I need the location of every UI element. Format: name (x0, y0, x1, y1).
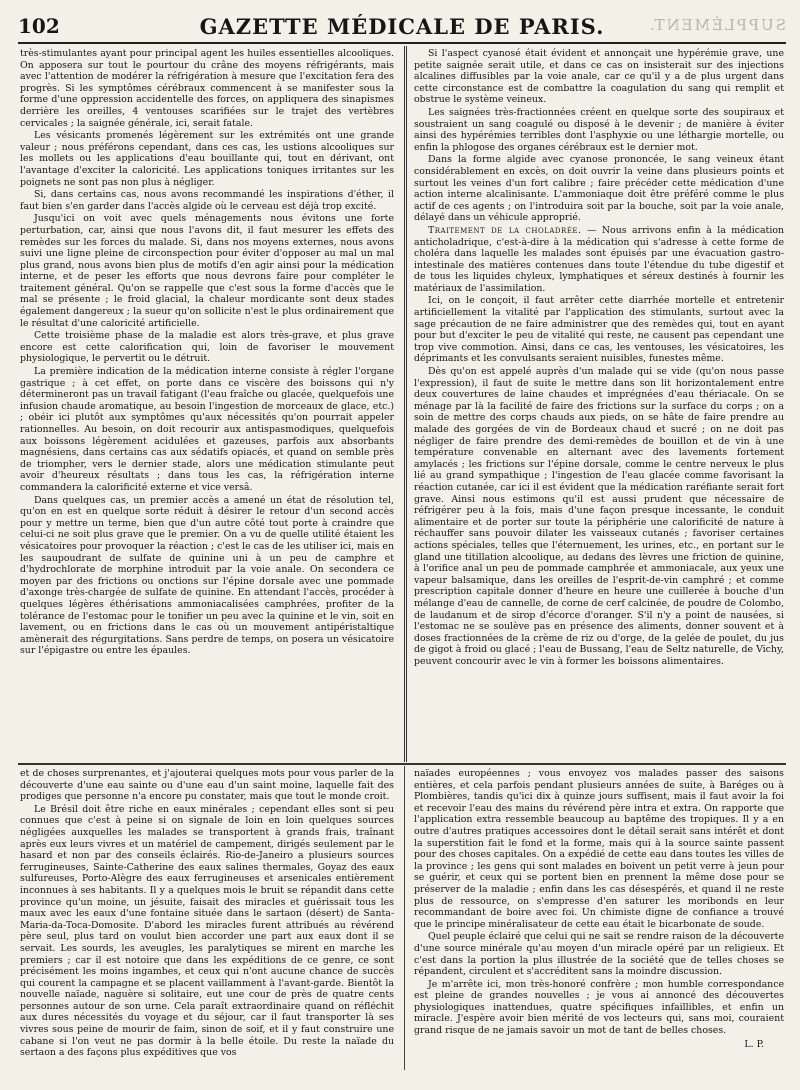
paragraph: très-stimulantes ayant pour principal agent les huiles essentielles alcooliques. On apposera sur tout le pourtour du crâne des moyens réfrigérants, mais avec l'attention de modérer la réfrigération à mesure que l'excitation fera des progrès. Si les symptômes cérébraux commencent à se manifester sous la forme d'une oppression accidentelle des forces, on appliquera des sinapismes derrière les oreilles, 4 ventouses scarifiées sur le trajet des vertèbres cervicales ; la saignée générale, ici, serait fatale. (20, 48, 394, 129)
paragraph-with-heading: Traitement de la choladrée. — Nous arrivons enfin à la médication anticholadrique, c'est-à-dire à la médication qui s'adresse à cette forme de choléra dans laquelle les malades sont épuisés par une évacuation gastro-intestinale des matières contenues dans toute l'étendue du tube digestif et de tous les liquides chyleux, lymphatiques et séreux destinés à fournir les matériaux de l'assimilation. (414, 224, 784, 294)
page-title: GAZETTE MÉDICALE DE PARIS. (199, 14, 605, 39)
paragraph: Dans la forme algide avec cyanose prononcée, le sang veineux étant considérablement en excès, on doit ouvrir la veine dans plusieurs points et surtout les veines d'un fort calibre ; faire précéder cette médication d'une action interne alcalinisante. L'ammoniaque doit être préféré comme le plus actif de ces agents ; on l'introduira soit par la bouche, soit par la voie anale, délayé dans un véhicule approprié. (414, 154, 784, 224)
paragraph: Si, dans certains cas, nous avons recommandé les inspirations d'éther, il faut bien s'en garder dans l'accès algide où le cerveau est déjà trop excité. (20, 189, 394, 212)
column-divider-bottom (404, 766, 405, 1070)
paragraph: Je m'arrête ici, mon très-honoré confrère ; mon humble correspondance est pleine de grandes nouvelles ; je vous ai annoncé des découvertes physiologiques inattendues, quatre spécifiques infaillibles, et enfin un miracle. J'espère avoir bien mérité de vos lecteurs qui, sans moi, couraient grand risque de ne jamais savoir un mot de tant de belles choses. (414, 978, 784, 1037)
paragraph: Les saignées très-fractionnées créent en quelque sorte des soupiraux et soustraient un sang coagulé ou disposé à le devenir ; de manière à éviter ainsi des hypérémies terribles dont l'asphyxie ou une léthargie mortelle, ou enfin la phlogose des organes cérébraux est le dernier mot. (414, 106, 784, 153)
paragraph: Si l'aspect cyanosé était évident et annonçait une hypérémie grave, une petite saignée serait utile, et dans ce cas on insisterait sur des injections alcalines diffusibles par la voie anale, car ce qu'il y a de plus urgent dans cette circonstance est de combattre la coagulation du sang qui remplit et obstrue le système veineux. (414, 48, 784, 106)
page-number: 102 (18, 14, 60, 38)
column-3 (20, 768, 394, 1068)
page-header (18, 12, 786, 44)
paragraph: Cette troisième phase de la maladie est alors très-grave, et plus grave encore est cette calorification qui, loin de favoriser le mouvement physiologique, le pervertit ou le détruit. (20, 330, 394, 365)
paragraph: et de choses surprenantes, et j'ajouterai quelques mots pour vous parler de la découverte d'une eau sainte ou d'une eau d'un saint moine, laquelle fait des prodiges que personne n'a encore pu constater, mais que tout le monde croit. (20, 768, 394, 803)
paragraph: La première indication de la médication interne consiste à régler l'organe gastrique ; à cet effet, on porte dans ce viscère des boissons qui n'y détermineront pas un travail fatigant (l'eau fraîche ou glacée, quelquefois une infusion chaude aromatique, au besoin l'ingestion de morceaux de glace, etc.) ; obéir ici plutôt aux symptômes qu'aux nécessités qu'on pourrait appeler rationnelles. Au besoin, on doit recourir aux antispasmodiques, quelquefois aux boissons légèrement acidulées et gazeuses, parfois aux absorbants magnésiens, dans certains cas aux sédatifs opiacés, et quand on semble près de triompher, vers le dernier stade, alors une médication stimulante peut avoir d'heureux résultats ; dans tous les cas, la réfrigération interne commandera la calorificité externe et vice versâ. (20, 366, 394, 493)
column-4 (414, 768, 784, 1068)
paragraph: Le Brésil doit être riche en eaux minérales ; cependant elles sont si peu connues que c'est à peine si on signale de loin en loin quelques sources négligées auxquelles les malades se transportent à grands frais, traînant après eux leurs vivres et un matériel de campement, dirigés seulement par le hasard et non par des conseils éclairés. Rio-de-Janeiro a plusieurs sources ferrugineuses, Sainte-Catherine des eaux salines thermales, Goyaz des eaux sulfureuses, Porto-Alègre des eaux ferrugineuses et arsenicales entièrement inconnues à ses habitants. Il y a quelques mois le bruit se répandit dans cette province qu'un moine, un jésuite, faisait des miracles et guérissait tous les maux avec les eaux d'une fontaine située dans le sartaon (désert) de Santa-Maria-da-Toca-Domosite. D'abord les miracles furent attribués au révérend père seul, plus tard on voulut bien accorder une part aux eaux dont il se servait. Les sourds, les aveugles, les paralytiques se mirent en marche les premiers ; car il est notoire que dans les expéditions de ce genre, ce sont précisément les moins ingambes, et ceux qui n'ont aucune chance de succès qui courent la campagne et se placent vaillamment à l'avant-garde. Bientôt la nouvelle naïade, naguère si solitaire, eut une cour de près de quatre cents personnes autour de son urne. Cela paraît extraordinaire quand on réfléchit aux dures nécessités du voyage et du séjour, car il faut transporter là ses vivres sous peine de mourir de faim, sinon de soif, et il y faut construire une cabane si l'on veut ne pas dormir à la belle étoile. Du reste la naïade du sertaon a des façons plus expéditives que vos (20, 803, 394, 1059)
signature: L. P. (744, 1038, 764, 1050)
column-2 (414, 48, 784, 760)
section-heading: Traitement de la choladrée. (428, 224, 582, 236)
section-divider (18, 763, 786, 765)
paragraph: Dans quelques cas, un premier accès a amené un état de résolution tel, qu'on en est en quelque sorte réduit à désirer le retour d'un second accès pour y mettre un terme, bien que d'un autre côté tout porte à craindre que celui-ci ne soit plus grave que le premier. On a vu de quelle utilité étaient les vésicatoires pour provoquer la réaction ; c'est le cas de les utiliser ici, mais en les saupoudrant de sulfate de quinine uni à un peu de camphre et d'hydrochlorate de morphine introduit par la voie anale. On secondera ce moyen par des frictions ou onctions sur l'épine dorsale avec une pommade d'axonge très-chargée de sulfate de quinine. En attendant l'accès, procéder à quelques légères éthérisations ammoniacalisées camphrées, profiter de la tolérance de l'estomac pour le tonifier un peu avec la quinine et le vin, soit en lavement, ou en frictions dans le cas où un mouvement antipéristaltique amènerait des régurgitations. Sans perdre de temps, on posera un vésicatoire sur l'épigastre ou entre les épaules. (20, 494, 394, 657)
paragraph: Ici, on le conçoit, il faut arrêter cette diarrhée mortelle et entretenir artificiellement la vitalité par l'application des stimulants, surtout avec la sage précaution de ne faire administrer que des remèdes qui, tout en ayant pour but d'exciter le peu de vitalité qui reste, ne causent pas cependant une trop vive commotion. Ainsi, dans ce cas, les ventouses, les vésicatoires, les déprimants et les convulsants seraient nuisibles, funestes même. (414, 295, 784, 365)
paragraph: Les vésicants promenés légèrement sur les extrémités ont une grande valeur ; nous préférons cependant, dans ces cas, les ustions alcooliques sur les mollets ou les applications d'eau bouillante qui, tout en dérivant, ont l'avantage d'exciter la caloricité. Les applications toniques irritantes sur les poignets ne sont pas non plus à négliger. (20, 130, 394, 188)
paragraph: Quel peuple éclairé que celui qui ne sait se rendre raison de la découverte d'une source minérale qu'au moyen d'un miracle opéré par un religieux. Et c'est dans la portion la plus illustrée de la société que de telles choses se répandent, circulent et s'accréditent sans la moindre discussion. (414, 931, 784, 978)
paragraph: Jusqu'ici on voit avec quels ménagements nous évitons une forte perturbation, car, ainsi que nous l'avons dit, il faut mesurer les effets des remèdes sur les forces du malade. Si, dans nos moyens externes, nous avons suivi une ligne pleine de circonspection pour éviter d'opposer au mal un mal plus grand, nous avons bien plus de motifs d'en agir ainsi pour la médication interne, et de peser les efforts que nous devrons faire pour compléter le traitement général. Qu'on se rappelle que c'est sous la forme d'accès que le mal se présente ; le froid glacial, la chaleur mordicante sont deux stades également dangereux ; la sueur qu'on sollicite n'est le plus ordinairement que le résultat d'une caloricité artificielle. (20, 213, 394, 329)
bleed-through-text: SUPPLÉMENT. (647, 16, 786, 34)
column-1 (20, 48, 394, 760)
paragraph-text: Nous arrivons enfin à la médication anticholadrique, c'est-à-dire à la médication qui s'adresse à cette forme de choléra dans laquelle les malades sont épuisés par une évacuation gastro-intestinale des matières contenues dans toute l'étendue du tube digestif et de tous les liquides chyleux, lymphatiques et séreux destinés à fournir les matériaux de l'assimilation. (414, 224, 784, 294)
paragraph: Dès qu'on est appelé auprès d'un malade qui se vide (qu'on nous passe l'expression), il faut de suite le mettre dans son lit horizontalement entre deux couvertures de laine chaudes et imprégnées d'eau thériacale. On se ménage par là la facilité de faire des frictions sur la surface du corps ; on a soin de mettre des corps chauds aux pieds, on se hâte de faire prendre au malade des gorgées de vin de Bordeaux chaud et sucré ; on ne doit pas négliger de faire prendre des demi-remèdes de bouillon et de vin à une température convenable en alternant avec des lavements fortement amylacés ; les frictions sur l'épine dorsale, comme le centre nerveux le plus lié au grand sympathique ; l'ingestion de l'eau glacée comme favorisant la réaction cutanée, car ici il est évident que la médication raréfiante serait fort grave. Ainsi nous estimons qu'il est aussi prudent que nécessaire de réfrigérer peu à la fois, mais d'une façon presque incessante, le conduit alimentaire et de porter sur toute la périphérie une calorificité de nature à réchauffer sans pouvoir dilater les vaisseaux cutanés ; favoriser certaines actions spéciales, telles que l'éternuement, les urines, etc., en portant sur le gland une titillation alcoolique, au dedans des lèvres une friction de quinine, à l'orifice anal un peu de pommade camphrée et ammoniacale, aux yeux une vapeur balsamique, dans les oreilles de l'esprit-de-vin camphré ; et comme prescription capitale donner d'heure en heure une cuillerée à bouche d'un mélange d'eau de cannelle, de corne de cerf calcinée, de poudre de Colombo, de laudanum et de sirop d'écorce d'oranger. S'il n'y a point de nausées, si l'estomac ne se soulève pas en présence des aliments, donner souvent et à doses fractionnées de la crème de riz ou d'orge, de la gelée de poulet, du jus de gigot à froid ou glacé ; l'eau de Bussang, l'eau de Seltz naturelle, de Vichy, peuvent concourir avec le vin à former les boissons alimentaires. (414, 366, 784, 667)
column-divider-top (404, 46, 407, 762)
paragraph: naïades européennes ; vous envoyez vos malades passer des saisons entières, et cela parfois pendant plusieurs années de suite, à Baréges ou à Plombières, tandis qu'ici dix à quinze jours suffisent, mais il faut avoir la foi et recevoir l'eau des mains du révérend père intra et extra. On rapporte que l'application extra ressemble beaucoup au baptême des tropiques. Il y a en outre d'autres pratiques accessoires dont le détail serait sans intérêt et dont la superstition fait le fond et la forme, mais qui à la source sainte passent pour des choses capitales. On a expédié de cette eau dans toutes les villes de la province ; les gens qui sont malades en boivent un petit verre à jeun pour se guérir, et ceux qui se portent bien en prennent la même dose pour se préserver de la maladie ; enfin dans les cas désespérés, et quand il ne reste plus de ressource, on s'empresse d'en saturer les moribonds en leur recommandant de boire avec foi. Un chimiste digne de confiance a trouvé que le principe minéralisateur de cette eau était le bicarbonate de soude. (414, 768, 784, 930)
